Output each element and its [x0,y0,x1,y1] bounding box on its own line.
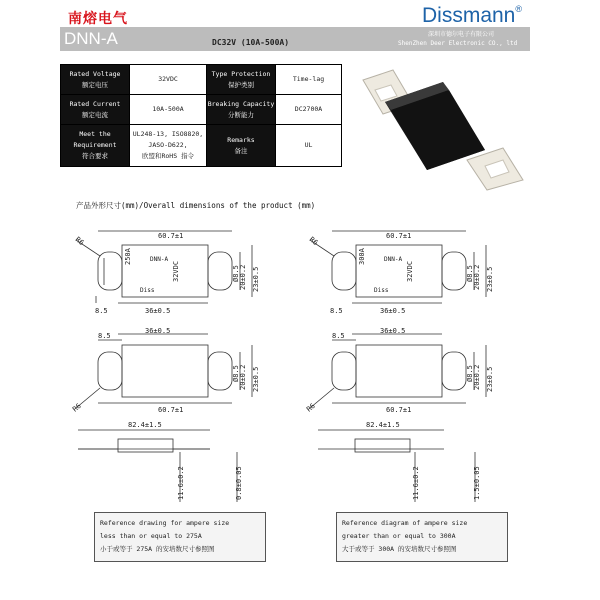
note-line: less than or equal to 275A [100,532,202,540]
spec-value: DC2700A [276,95,342,125]
dim-slot: 8.5 [95,307,108,315]
dim-inner: 20±0.2 [239,364,247,390]
spec-label-cn: 保护类别 [228,80,254,89]
dim-length: 60.7±1 [158,406,184,414]
dim-body: 36±0.5 [145,327,171,335]
spec-label: Rated Voltage [69,69,121,78]
dim-radius: R6 [71,401,83,414]
dim-outer: 23±0.5 [252,266,260,292]
brand-chinese-name: 南熔电气 [68,11,128,27]
spec-label: Breaking Capacity [207,99,275,108]
fuse-label-brand: Diss [140,287,155,294]
fuse-label-amp: 300A [358,248,366,265]
dim-inner: 20±0.2 [473,364,481,390]
spec-value: 10A-500A [130,95,207,125]
dim-hole: Ø8.5 [466,365,474,382]
spec-label-cn: 分断能力 [228,110,254,119]
left-top-view [73,231,252,303]
note-left [94,512,266,562]
spec-value: JASO-D622, [148,141,188,149]
brand-english-name: Dissmann [422,4,516,27]
registered-mark: ® [515,4,523,14]
dim-total: 82.4±1.5 [128,421,162,429]
spec-label: Requirement [73,141,117,149]
left-profile-view [78,430,237,502]
spec-label: Meet the [79,130,111,138]
spec-label: Type Protection [211,69,271,78]
right-side-view [310,334,486,408]
right-profile-view [318,430,475,502]
spec-label-cn: 额定电压 [82,80,108,89]
spec-label: Remarks [227,135,255,144]
dim-outer: 23±0.5 [252,366,260,392]
note-line: greater than or equal to 300A [342,532,456,540]
note-line: 大于或等于 300A 的安培数尺寸参照图 [342,545,457,553]
dim-slot: 8.5 [330,307,343,315]
dim-hole: Ø8.5 [232,265,240,282]
dim-hole: Ø8.5 [232,365,240,382]
dim-body: 36±0.5 [380,327,406,335]
dim-body: 36±0.5 [145,307,171,315]
dim-length: 60.7±1 [386,232,412,240]
spec-label-cn: 备注 [234,146,248,155]
spec-value: 欧盟和RoHS 指令 [141,152,195,160]
dim-radius: R6 [307,235,320,247]
right-top-view [307,231,486,303]
dim-slot: 8.5 [332,332,345,340]
spec-value: UL248-13, ISO8820, [132,130,204,138]
spec-value: 32VDC [130,65,207,95]
dim-height: 11.6±0.2 [177,466,185,500]
note-line: 小于或等于 275A 的安培数尺寸参照图 [100,545,215,553]
fuse-label-amp: 250A [124,248,132,265]
note-right [336,512,508,562]
section-title: 产品外形尺寸(mm)/Overall dimensions of the product (mm) [76,201,316,210]
fuse-label-model: DNN-A [384,256,403,263]
dim-total: 82.4±1.5 [366,421,400,429]
spec-label-cn: 额定电流 [82,110,108,119]
dim-outer: 23±0.5 [486,366,494,392]
spec-label-cn: 符合要求 [82,152,108,160]
dim-thick: 0.8±0.05 [235,466,243,500]
left-side-view [76,334,252,408]
dim-body: 36±0.5 [380,307,406,315]
note-line: Reference drawing for ampere size [100,519,230,527]
fuse-label-volt: 32VDC [172,260,180,282]
dim-thick: 1.5±0.05 [473,466,481,500]
company-name-cn: 深圳市德尔电子有限公司 [428,31,495,38]
dim-slot: 8.5 [98,332,111,340]
spec-value: UL [276,125,342,167]
fuse-label-volt: 32VDC [406,260,414,282]
fuse-label-brand: Diss [374,287,389,294]
dim-length: 60.7±1 [158,232,184,240]
rating-label: DC32V (10A-500A) [212,38,290,47]
dim-radius: R6 [305,401,317,414]
note-line: Reference diagram of ampere size [342,519,468,527]
dim-outer: 23±0.5 [486,266,494,292]
spec-value: Time-lag [276,65,342,95]
dim-radius: R6 [73,235,86,247]
dim-height: 11.6±0.2 [412,466,420,500]
spec-label: Rated Current [69,99,121,108]
company-name-en: ShenZhen Deer Electronic CO., ltd [398,40,518,47]
fuse-label-model: DNN-A [150,256,169,263]
dim-inner: 20±0.2 [473,264,481,290]
dim-inner: 20±0.2 [239,264,247,290]
dim-hole: Ø8.5 [466,265,474,282]
dim-length: 60.7±1 [386,406,412,414]
product-name: DNN-A [64,29,118,48]
